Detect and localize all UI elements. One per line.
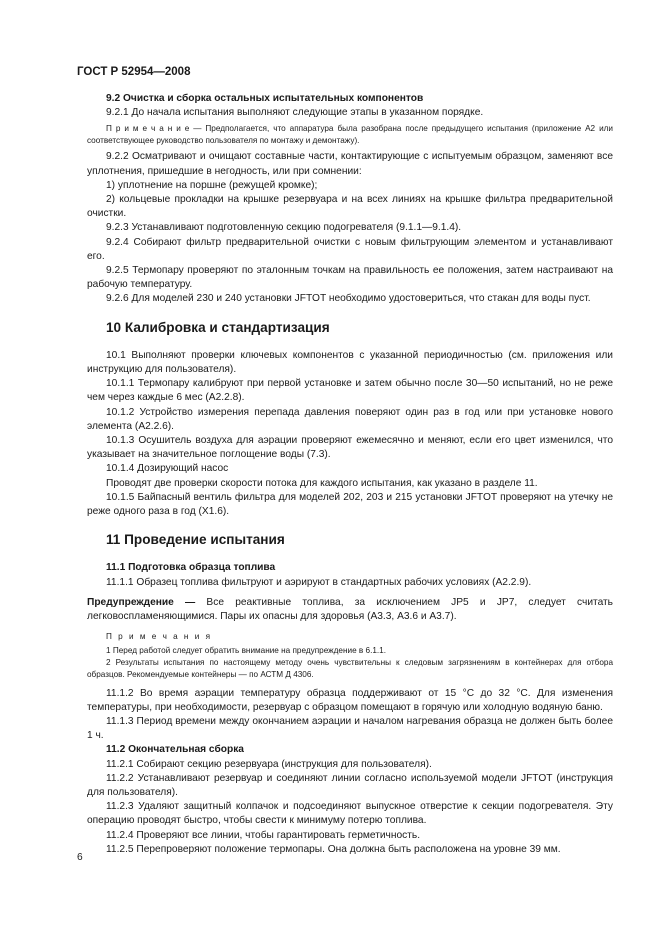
paragraph-11-1-3: 11.1.3 Период времени между окончанием аэрации и началом нагревания образца не должен быть более 1 ч.	[87, 715, 613, 742]
section-9-2-heading: 9.2 Очистка и сборка остальных испытательных компонентов	[106, 93, 424, 104]
paragraph-10-1-3: 10.1.3 Осушитель воздуха для аэрации проверяют ежемесячно и меняют, если его цвет изменился, что указывает на значительное поглощение воды (7.3).	[87, 435, 613, 461]
warning-text: Все реактивные топлива, за исключением JP5 и JP7, следует считать легковоспламеняющимися. Пары их опасны для здоровья (А3.3, А3.6 и А3.7).	[87, 596, 613, 623]
paragraph-10-1-1: 10.1.1 Термопару калибруют при первой установке и затем обычно после 30—50 испытаний, но не реже чем через каждые 6 мес (А2.2.8).	[87, 378, 613, 404]
paragraph-11-2-1: 11.2.1 Собирают секцию резервуара (инструкция для пользователя).	[106, 758, 432, 770]
note-9-2-1	[87, 123, 613, 147]
paragraph-10-1-4: 10.1.4 Дозирующий насос	[106, 463, 229, 475]
section-10-heading: 10 Калибровка и стандартизация	[106, 319, 330, 335]
paragraph-11-2-4: 11.2.4 Проверяют все линии, чтобы гарантировать герметичность.	[106, 829, 421, 841]
subsection-11-2-heading: 11.2 Окончательная сборка	[106, 744, 244, 756]
list-item-2: 2) кольцевые прокладки на крышке резервуара и на всех линиях на крышке фильтра предварительной очистки.	[87, 194, 613, 220]
paragraph-10-1-5: 10.1.5 Байпасный вентиль фильтра для моделей 202, 203 и 215 установки JFTOT проверяют на утечку не реже одного раза в год (Х1.6).	[87, 491, 613, 518]
notes-heading: П р и м е ч а н и я	[106, 632, 213, 642]
paragraph-9-2-6: 9.2.6 Для моделей 230 и 240 установки JFTOT необходимо удостовериться, что стакан для воды пуст.	[106, 293, 591, 305]
list-item-1: 1) уплотнение на поршне (режущей кромке);	[106, 179, 318, 191]
paragraph-11-2-5: 11.2.5 Перепроверяют положение термопары. Она должна быть расположена на уровне 39 мм.	[106, 843, 561, 855]
section-11-heading: 11 Проведение испытания	[106, 532, 285, 548]
paragraph-9-2-1: 9.2.1 До начала испытания выполняют следующие этапы в указанном порядке.	[106, 107, 484, 119]
paragraph-11-2-2: 11.2.2 Устанавливают резервуар и соединяют линии согласно используемой модели JFTOT (инструкция для пользователя).	[87, 772, 613, 798]
paragraph-10-1-4-text: Проводят две проверки скорости потока для каждого испытания, как указано в разделе 11.	[106, 477, 538, 489]
note-1: 1 Перед работой следует обратить внимание на предупреждение в 6.1.1.	[106, 645, 387, 655]
paragraph-9-2-4: 9.2.4 Собирают фильтр предварительной очистки с новым фильтрующим элементом и устанавливают его.	[87, 236, 613, 262]
note-text: Предполагается, что аппаратура была разобрана после предыдущего испытания (приложение А2 или соответствующее руководство пользователя по монтажу и демонтажу).	[87, 124, 613, 146]
page-number: 6	[77, 852, 83, 863]
paragraph-9-2-2: 9.2.2 Осматривают и очищают составные части, контактирующие с испытуемым образцом, заменяют все уплотнения, пришедшие в негодность, или при сомнении:	[87, 151, 613, 177]
paragraph-9-2-5: 9.2.5 Термопару проверяют по эталонным точкам на правильность ее положения, затем настраивают на рабочую температуру.	[87, 265, 613, 291]
note-label: П р и м е ч а н и е —	[106, 124, 202, 134]
paragraph-10-1-2: 10.1.2 Устройство измерения перепада давления поверяют один раз в год или при установке нового элемента (А2.2.6).	[87, 406, 613, 432]
document-body	[87, 92, 613, 857]
warning-paragraph	[87, 596, 613, 624]
paragraph-10-1: 10.1 Выполняют проверки ключевых компонентов с указанной периодичностью (см. приложения или инструкцию для пользователя).	[87, 349, 613, 376]
note-2: 2 Результаты испытания по настоящему методу очень чувствительны к следовым загрязнениям в контейнерах для отбора образцов. Рекомендуемые контейнеры — по АСТМ Д 4306.	[87, 657, 613, 679]
standard-header: ГОСТ Р 52954—2008	[77, 66, 191, 78]
subsection-11-1-heading: 11.1 Подготовка образца топлива	[106, 562, 276, 574]
paragraph-9-2-3: 9.2.3 Устанавливают подготовленную секцию подогревателя (9.1.1—9.1.4).	[106, 222, 462, 234]
paragraph-11-2-3: 11.2.3 Удаляют защитный колпачок и подсоединяют выпускное отверстие к секции подогревателя. Эту операцию проводят быстро, чтобы свести к минимуму потерю топлива.	[87, 801, 613, 827]
paragraph-11-1-2: 11.1.2 Во время аэрации температуру образца поддерживают от 15 °С до 32 °С. Для изменения температуры, при необходимости, резервуар с образцом помещают в горячую или холодную водяную баню.	[87, 687, 613, 713]
paragraph-11-1-1: 11.1.1 Образец топлива фильтруют и аэрируют в стандартных рабочих условиях (А2.2.9).	[106, 576, 532, 588]
warning-label: Предупреждение —	[87, 596, 196, 608]
